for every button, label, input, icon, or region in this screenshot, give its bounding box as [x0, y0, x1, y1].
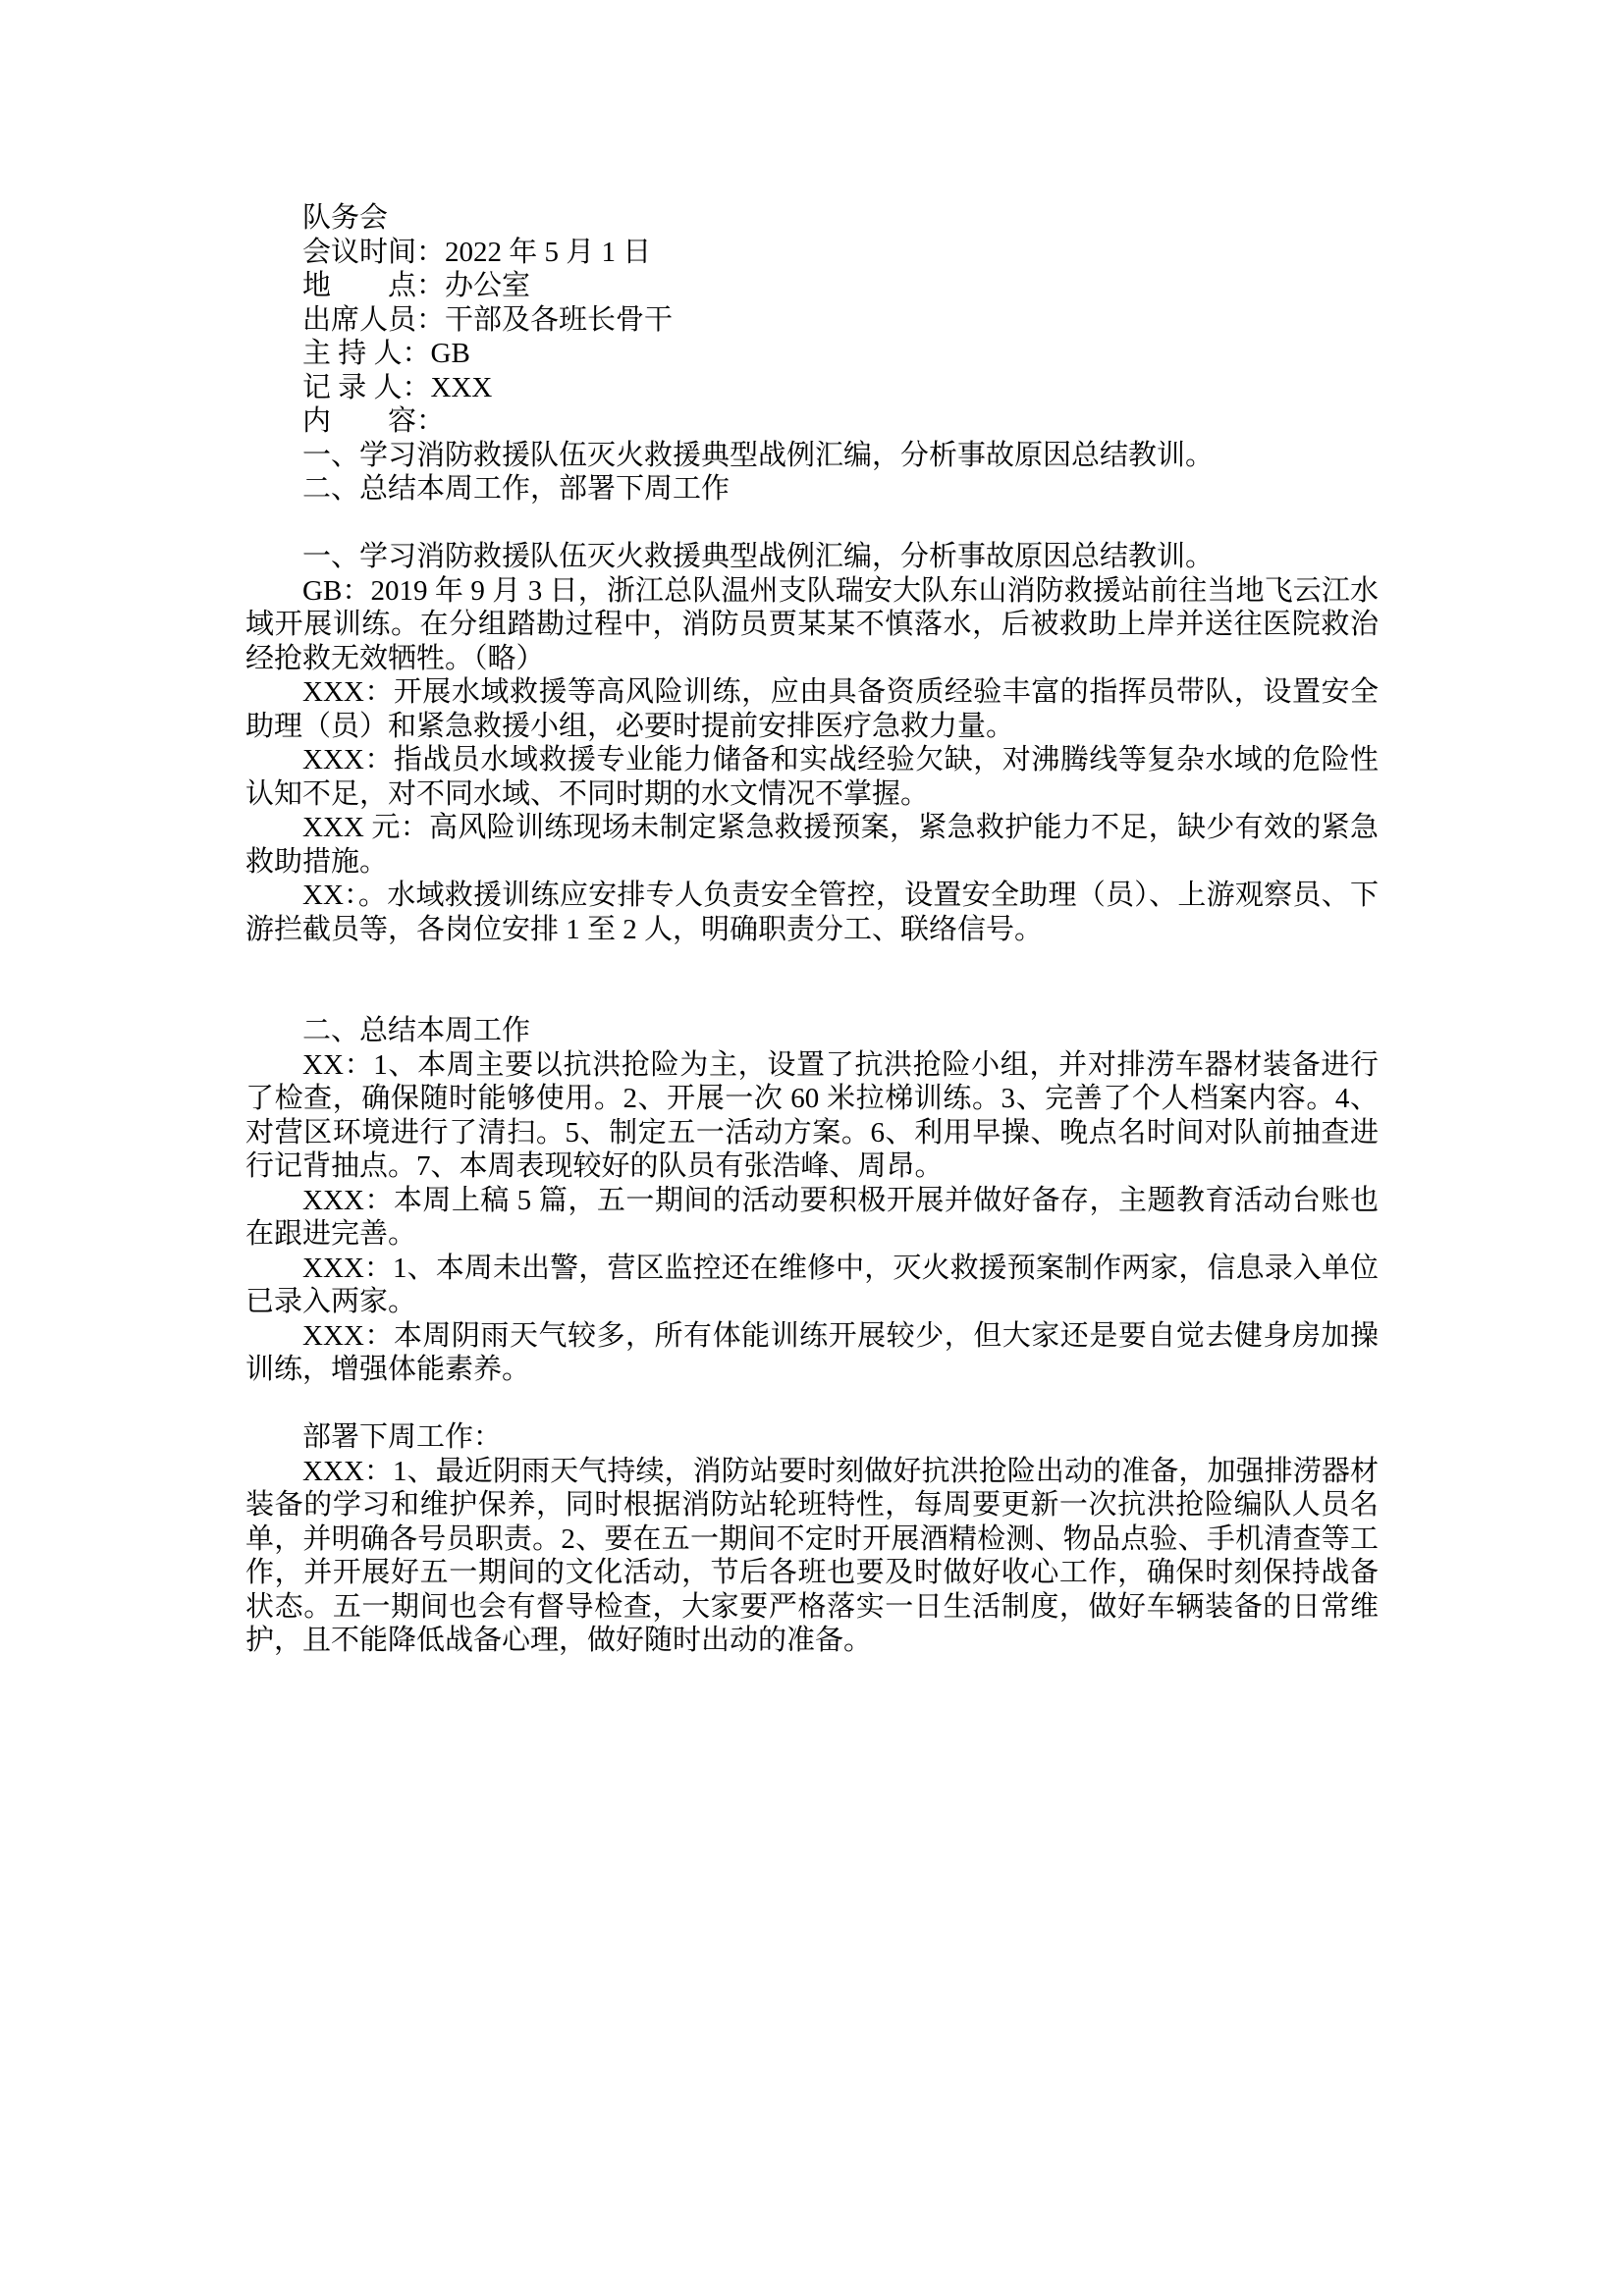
section1-paragraph: GB：2019 年 9 月 3 日，浙江总队温州支队瑞安大队东山消防救援站前往当地飞云江水域开展训练。在分组踏勘过程中，消防员贾某某不慎落水，后被救助上岸并送往医院救治经抢救无效牺牲。（略） — [245, 574, 1379, 674]
section3-paragraph: XXX：1、最近阴雨天气持续，消防站要时刻做好抗洪抢险出动的准备，加强排涝器材装备的学习和维护保养，同时根据消防站轮班特性，每周要更新一次抗洪抢险编队人员名单，并明确各号员职责。2、要在五一期间不定时开展酒精检测、物品点验、手机清查等工作，并开展好五一期间的文化活动，节后各班也要及时做好收心工作，确保时刻保持战备状态。五一期间也会有督导检查，大家要严格落实一日生活制度，做好车辆装备的日常维护，且不能降低战备心理，做好随时出动的准备。 — [245, 1455, 1379, 1656]
section1-paragraph: XXX：指战员水域救援专业能力储备和实战经验欠缺，对沸腾线等复杂水域的危险性认知不足，对不同水域、不同时期的水文情况不掌握。 — [245, 744, 1379, 810]
meeting-place: 地 点：办公室 — [302, 270, 531, 301]
section2-heading: 二、总结本周工作 — [302, 1015, 531, 1046]
meeting-host: 主 持 人：GB — [302, 338, 470, 369]
blank-line — [245, 981, 1379, 1015]
agenda-item-1: 一、学习消防救援队伍灭火救援典型战例汇编，分析事故原因总结教训。 — [302, 439, 1215, 471]
section1-paragraph: XX：。水域救援训练应安排专人负责安全管控，设置安全助理（员）、上游观察员、下游拦截员等，各岗位安排 1 至 2 人，明确职责分工、联络信号。 — [245, 880, 1379, 945]
doc-title: 队务会 — [302, 202, 389, 234]
section2-paragraph: XXX：本周上稿 5 篇，五一期间的活动要积极开展并做好备存，主题教育活动台账也在跟进完善。 — [245, 1184, 1379, 1250]
section2-paragraph: XX：1、本周主要以抗洪抢险为主，设置了抗洪抢险小组，并对排涝车器材装备进行了检查，确保随时能够使用。2、开展一次 60 米拉梯训练。3、完善了个人档案内容。4、对营区环境进行了清扫。5、制定五一活动方案。6、利用早操、晚点名时间对队前抽查进行记背抽点。7、本周表现较好的队员有张浩峰、周昂。 — [245, 1048, 1379, 1182]
blank-line — [245, 1387, 1379, 1421]
blank-line — [245, 507, 1379, 541]
meeting-attendees: 出席人员：干部及各班长骨干 — [302, 303, 674, 336]
meeting-recorder: 记 录 人：XXX — [302, 371, 493, 403]
section2-paragraph: XXX：本周阴雨天气较多，所有体能训练开展较少，但大家还是要自觉去健身房加操训练，增强体能素养。 — [245, 1319, 1379, 1385]
content-label: 内 容： — [302, 405, 446, 437]
blank-line — [245, 946, 1379, 981]
section1-paragraph: XXX 元：高风险训练现场未制定紧急救援预案，紧急救护能力不足，缺少有效的紧急救助措施。 — [245, 812, 1379, 878]
section2-paragraph: XXX：1、本周未出警，营区监控还在维修中，灭火救援预案制作两家，信息录入单位已录入两家。 — [245, 1252, 1379, 1317]
section1-heading: 一、学习消防救援队伍灭火救援典型战例汇编，分析事故原因总结教训。 — [302, 541, 1215, 572]
agenda-item-2: 二、总结本周工作，部署下周工作 — [302, 473, 731, 505]
section3-heading: 部署下周工作： — [302, 1421, 503, 1453]
section1-paragraph: XXX：开展水域救援等高风险训练，应由具备资质经验丰富的指挥员带队，设置安全助理（员）和紧急救援小组，必要时提前安排医疗急救力量。 — [245, 676, 1379, 742]
meeting-minutes — [245, 201, 1379, 1658]
meeting-time: 会议时间：2022 年 5 月 1 日 — [302, 236, 652, 268]
